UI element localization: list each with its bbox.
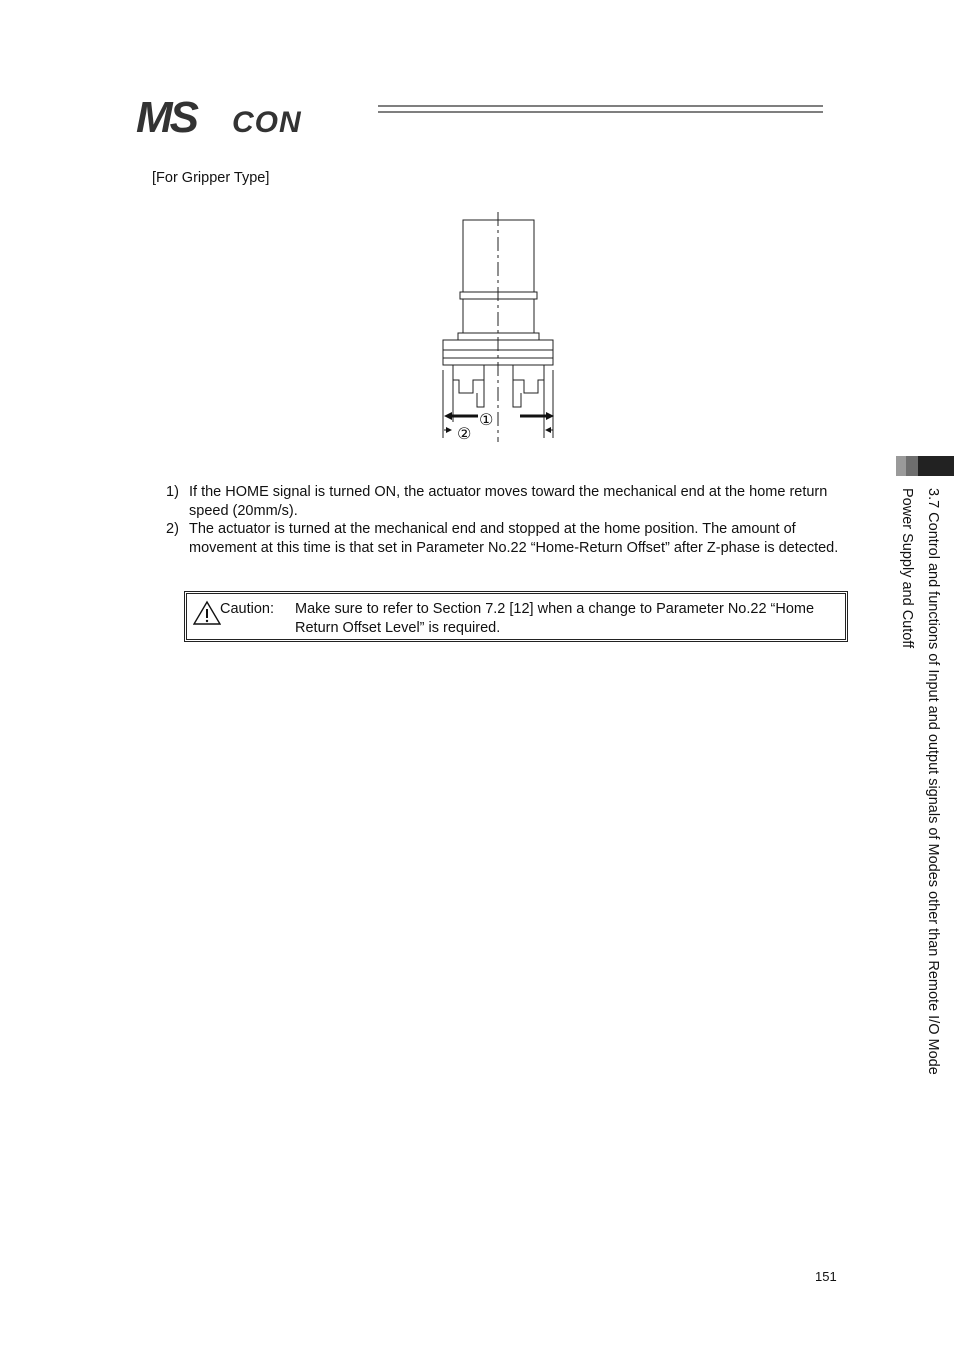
side-title-line-2: Power Supply and Cutoff xyxy=(899,488,915,649)
list-item xyxy=(166,520,846,557)
svg-text:CON: CON xyxy=(232,106,302,138)
marker-1: ① xyxy=(479,410,494,429)
caution-text: Make sure to refer to Section 7.2 [12] when a change to Parameter No.22 “Home Return Offset Level” is required. xyxy=(295,601,815,636)
caution-box xyxy=(186,593,846,640)
step-number: 2) xyxy=(166,521,179,537)
procedure-list xyxy=(166,483,846,557)
step-number: 1) xyxy=(166,484,179,500)
step-text: The actuator is turned at the mechanical end and stopped at the home position. The amount of movement at this time is that set in Parameter No.22 “Home-Return Offset” after Z-phase is detected. xyxy=(189,521,839,556)
header-rule xyxy=(378,104,823,116)
marker-2: ② xyxy=(457,424,472,443)
gripper-diagram xyxy=(436,210,562,446)
side-title-line-1: 3.7 Control and functions of Input and output signals of Modes other than Remote I/O Mode xyxy=(925,488,941,1075)
svg-text:MS: MS xyxy=(136,96,196,138)
page-number: 151 xyxy=(815,1269,837,1284)
mscon-logo xyxy=(136,96,368,138)
chapter-tab xyxy=(896,456,954,476)
side-chapter-title xyxy=(886,488,946,1148)
warning-triangle-icon xyxy=(193,600,221,626)
section-label: [For Gripper Type] xyxy=(152,170,270,186)
list-item xyxy=(166,483,846,520)
caution-label: Caution: xyxy=(220,601,275,617)
step-text: If the HOME signal is turned ON, the actuator moves toward the mechanical end at the home return speed (20mm/s). xyxy=(189,484,828,519)
